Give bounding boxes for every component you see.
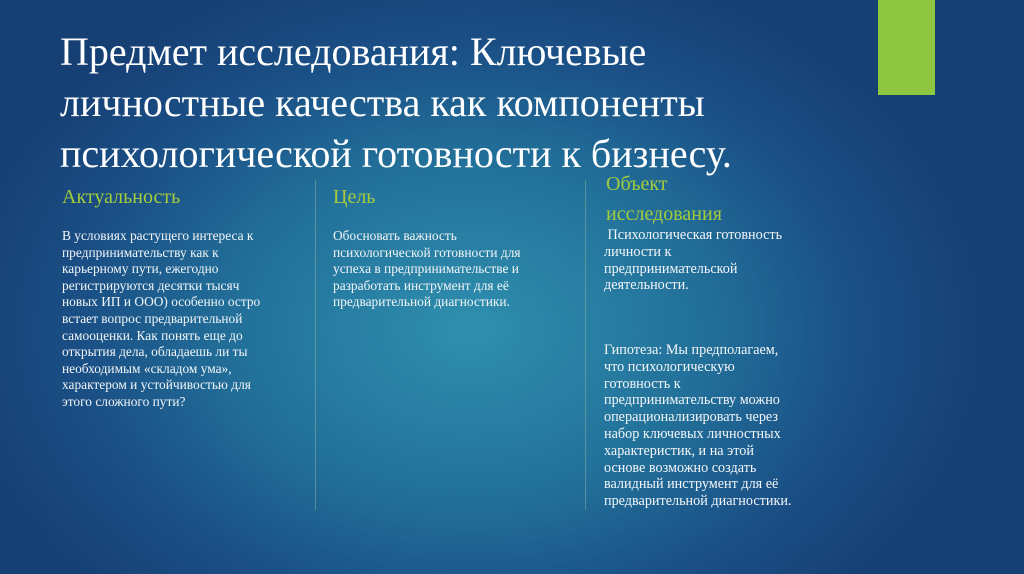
heading-line: исследования [606, 203, 722, 225]
title-line: Предмет исследования: Ключевые [60, 29, 647, 74]
text-line: необходимым «складом ума», [62, 360, 232, 376]
text-line: успеха в предпринимательстве и [333, 261, 519, 277]
text-line: предпринимательской [604, 260, 738, 277]
text-line: регистрируются десятки тысяч [62, 277, 240, 293]
text-line: Психологическая готовность [604, 227, 783, 243]
text-line: Гипотеза: Мы предполагаем, [604, 342, 779, 358]
heading-object [606, 169, 722, 229]
accent-bar [878, 0, 935, 95]
text-line: встает вопрос предварительной [62, 310, 243, 326]
text-line: характером и устойчивостью для [62, 377, 251, 393]
text-line: Обосновать важность [333, 228, 457, 243]
title-line: психологической готовности к бизнесу. [60, 131, 732, 176]
text-line: разработать инструмент для её [333, 277, 509, 293]
heading-relevance: Актуальность [62, 186, 181, 208]
text-line: карьерному пути, ежегодно [62, 261, 219, 277]
text-line: операционализировать через [604, 409, 778, 426]
text-line: набор ключевых личностных [604, 425, 781, 442]
goal-text [333, 228, 521, 311]
text-line: этого сложного пути? [62, 393, 186, 409]
column-divider [315, 180, 316, 510]
text-line: предпринимательству можно [604, 392, 780, 409]
heading-goal: Цель [333, 186, 376, 208]
text-line: основе возможно создать [604, 459, 757, 476]
text-line: валидный инструмент для её [604, 476, 779, 493]
text-line: личности к [604, 243, 672, 260]
text-line: готовность к [604, 375, 681, 392]
text-line: деятельности. [604, 277, 689, 294]
hypothesis-text [604, 342, 791, 510]
heading-line: Объект [606, 173, 668, 195]
text-line: что психологическую [604, 358, 735, 375]
text-line: предварительной диагностики. [333, 294, 510, 310]
text-line: новых ИП и ООО) особенно остро [62, 294, 261, 310]
title-line: личностные качества как компоненты [60, 80, 705, 125]
text-line: характеристик, и на этой [604, 442, 754, 459]
text-line: предпринимательству как к [62, 244, 219, 260]
text-line: открытия дела, обладаешь ли ты [62, 344, 248, 360]
column-divider [585, 180, 586, 510]
text-line: предварительной диагностики. [604, 493, 792, 510]
text-line: В условиях растущего интереса к [62, 228, 254, 243]
object-text [604, 227, 782, 294]
relevance-text [62, 228, 260, 411]
text-line: самооценки. Как понять еще до [62, 327, 243, 343]
text-line: психологической готовности для [333, 244, 521, 260]
slide-title [60, 26, 860, 179]
